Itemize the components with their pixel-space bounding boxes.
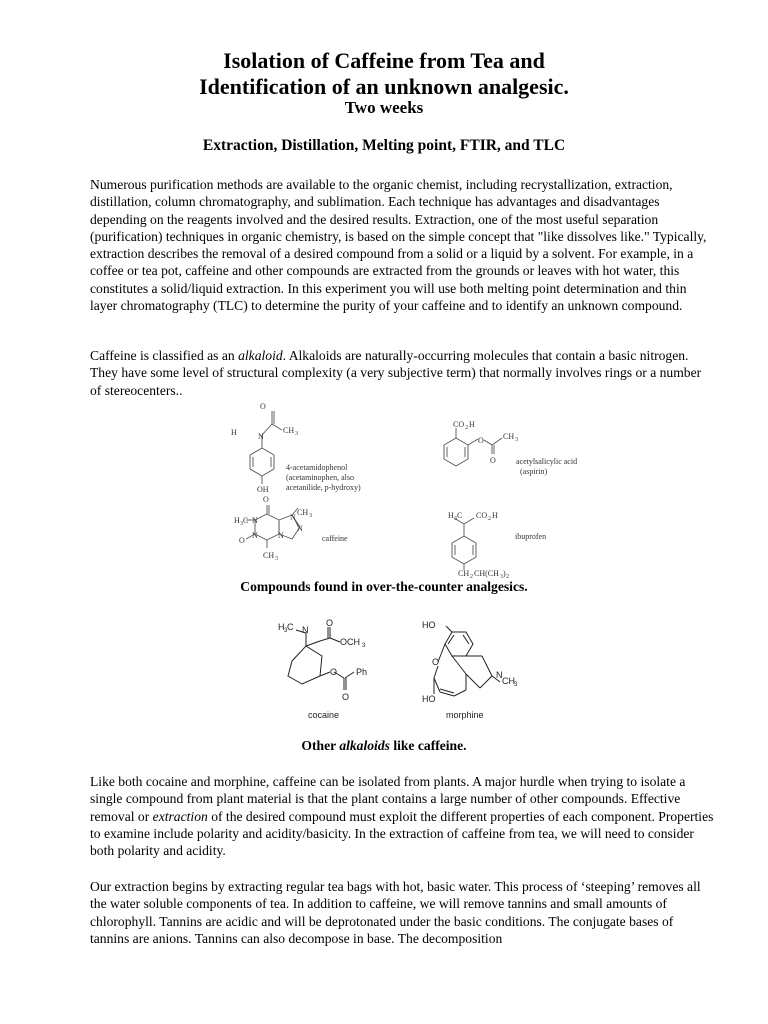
svg-text:3: 3	[500, 574, 503, 580]
svg-text:CH: CH	[503, 432, 515, 441]
svg-text:C: C	[457, 511, 463, 520]
svg-text:2: 2	[506, 574, 509, 580]
svg-text:O: O	[326, 618, 334, 628]
svg-text:N: N	[252, 516, 258, 525]
svg-text:O: O	[239, 536, 245, 545]
extraction-paragraph: Our extraction begins by extracting regular tea bags with hot, basic water. This process of ‘steeping’ removes all the water soluble components of tea. In addition to caffeine, we will remove tannins and small amounts of chlorophyll. Tannins are acidic and will be deprotonated under the basic conditions. The conjugate bases of tannins are anions. Tannins can also decompose in base. The decomposition	[90, 879, 701, 946]
svg-text:O: O	[263, 495, 269, 504]
analgesics-structures	[222, 402, 578, 580]
svg-text:OCH: OCH	[340, 637, 360, 647]
intro-paragraph: Numerous purification methods are available to the organic chemist, including recrystallization, extraction, distillation, column chromatography, and sublimation. Each technique has advantages and disadvantages depending on the reagents involved and the desired results. Extraction, one of the most useful separation (purification) techniques in organic chemistry, is based on the simple concept that "like dissolves like." Typically, extraction describes the removal of a desired compound from a solid or a liquid by a solvent. For example, in a coffee or tea pot, caffeine and other compounds are extracted from the grounds or leaves with hot water, this constitutes a solid/liquid extraction. In this experiment you will use both melting point determination and thin layer chromatography (TLC) to determine the purity of your caffeine and to identify an unknown compound.	[90, 177, 707, 314]
ibuprofen-label: ibuprofen	[515, 532, 547, 541]
svg-text:CH: CH	[263, 551, 275, 560]
alkaloid-paragraph-end: . Alkaloids are naturally-occurring molecules that contain a basic nitrogen. They have some level of structural complexity (a very subjective term) that normally involves rings or a number of stereocenters..	[90, 348, 702, 398]
topics-subtitle: Extraction, Distillation, Melting point, FTIR, and TLC	[202, 137, 566, 154]
svg-text:3: 3	[275, 556, 278, 562]
svg-text:H: H	[278, 622, 285, 632]
alkaloids-caption	[0, 738, 768, 754]
svg-text:2: 2	[465, 425, 468, 431]
svg-text:OH: OH	[257, 485, 269, 494]
svg-text:N: N	[297, 524, 303, 533]
svg-text:CH: CH	[458, 569, 470, 578]
title-line-2: Identification of an unknown analgesic.	[199, 74, 569, 99]
svg-text:O: O	[490, 456, 496, 465]
aspirin-label-2: (aspirin)	[520, 467, 548, 476]
aspirin-label-1: acetylsalicylic acid	[516, 457, 578, 466]
svg-text:CH: CH	[502, 676, 515, 686]
svg-text:O: O	[342, 692, 350, 702]
svg-text:C: C	[287, 622, 294, 632]
alkaloid-structures	[270, 616, 518, 726]
svg-text:H: H	[492, 511, 498, 520]
duration-subtitle: Two weeks	[344, 98, 424, 117]
svg-text:O: O	[432, 657, 440, 667]
svg-text:3: 3	[309, 513, 312, 519]
svg-text:N: N	[278, 531, 284, 540]
alkaloids-figure	[270, 616, 518, 726]
acetaminophen-label-1: 4-acetamidophenol	[286, 463, 348, 472]
alkaloid-term: alkaloid	[238, 348, 283, 363]
svg-text:2: 2	[488, 516, 491, 522]
svg-text:CH(CH: CH(CH	[474, 569, 499, 578]
svg-text:HO: HO	[422, 620, 436, 630]
isolation-paragraph	[90, 773, 714, 859]
acetaminophen-label-3: acetanilide, p-hydroxy)	[286, 483, 361, 492]
alkaloids-caption-end: like caffeine.	[389, 738, 467, 753]
cocaine-label: cocaine	[308, 710, 340, 720]
acetaminophen-label-2: (acetaminophen, also	[286, 473, 354, 482]
isolation-paragraph-end: of the desired compound must exploit the different properties of each component. Properties to examine include polarity and acidity/basicity. In the extraction of caffeine from tea, we will need to consider both polarity and acidity.	[90, 808, 714, 859]
svg-text:N: N	[496, 670, 503, 680]
svg-text:N: N	[252, 531, 258, 540]
analgesics-figure	[222, 402, 578, 580]
alkaloids-term: alkaloids	[339, 738, 390, 753]
svg-text:3: 3	[362, 643, 366, 649]
svg-text:3: 3	[454, 516, 457, 522]
title-line-1: Isolation of Caffeine from Tea and	[223, 48, 545, 73]
svg-text:CH: CH	[283, 426, 295, 435]
svg-text:3: 3	[240, 521, 243, 527]
analgesics-caption: Compounds found in over-the-counter analgesics.	[240, 579, 528, 594]
alkaloid-paragraph-start: Caffeine is classified as an	[90, 348, 239, 363]
svg-text:H: H	[448, 511, 454, 520]
morphine-label: morphine	[446, 710, 484, 720]
svg-text:3: 3	[514, 682, 518, 688]
svg-text:): )	[503, 569, 506, 578]
svg-text:H: H	[231, 428, 237, 437]
svg-text:HO: HO	[422, 694, 436, 704]
isolation-paragraph-start: Like both cocaine and morphine, caffeine can be isolated from plants. A major hurdle when trying to isolate a single compound from plant material is that the plant contains a large number of other compounds. Effective removal or	[90, 774, 686, 824]
svg-text:N: N	[302, 625, 309, 635]
svg-text:C: C	[243, 516, 249, 525]
svg-text:2: 2	[470, 574, 473, 580]
svg-text:O: O	[330, 667, 338, 677]
svg-text:Ph: Ph	[356, 667, 368, 677]
caffeine-label: caffeine	[322, 534, 348, 543]
svg-text:O: O	[478, 436, 484, 445]
extraction-term: extraction	[152, 808, 208, 824]
svg-text:N: N	[258, 432, 264, 441]
svg-text:CO: CO	[453, 420, 465, 429]
alkaloids-caption-start: Other	[301, 738, 340, 753]
svg-text:3: 3	[284, 628, 288, 634]
alkaloid-paragraph	[90, 347, 714, 399]
svg-text:H: H	[469, 420, 475, 429]
svg-text:CO: CO	[476, 511, 488, 520]
svg-text:3: 3	[295, 431, 298, 437]
svg-text:N: N	[290, 513, 296, 522]
svg-text:H: H	[234, 516, 240, 525]
svg-text:CH: CH	[297, 508, 309, 517]
svg-text:3: 3	[515, 437, 518, 443]
svg-text:O: O	[260, 402, 266, 411]
